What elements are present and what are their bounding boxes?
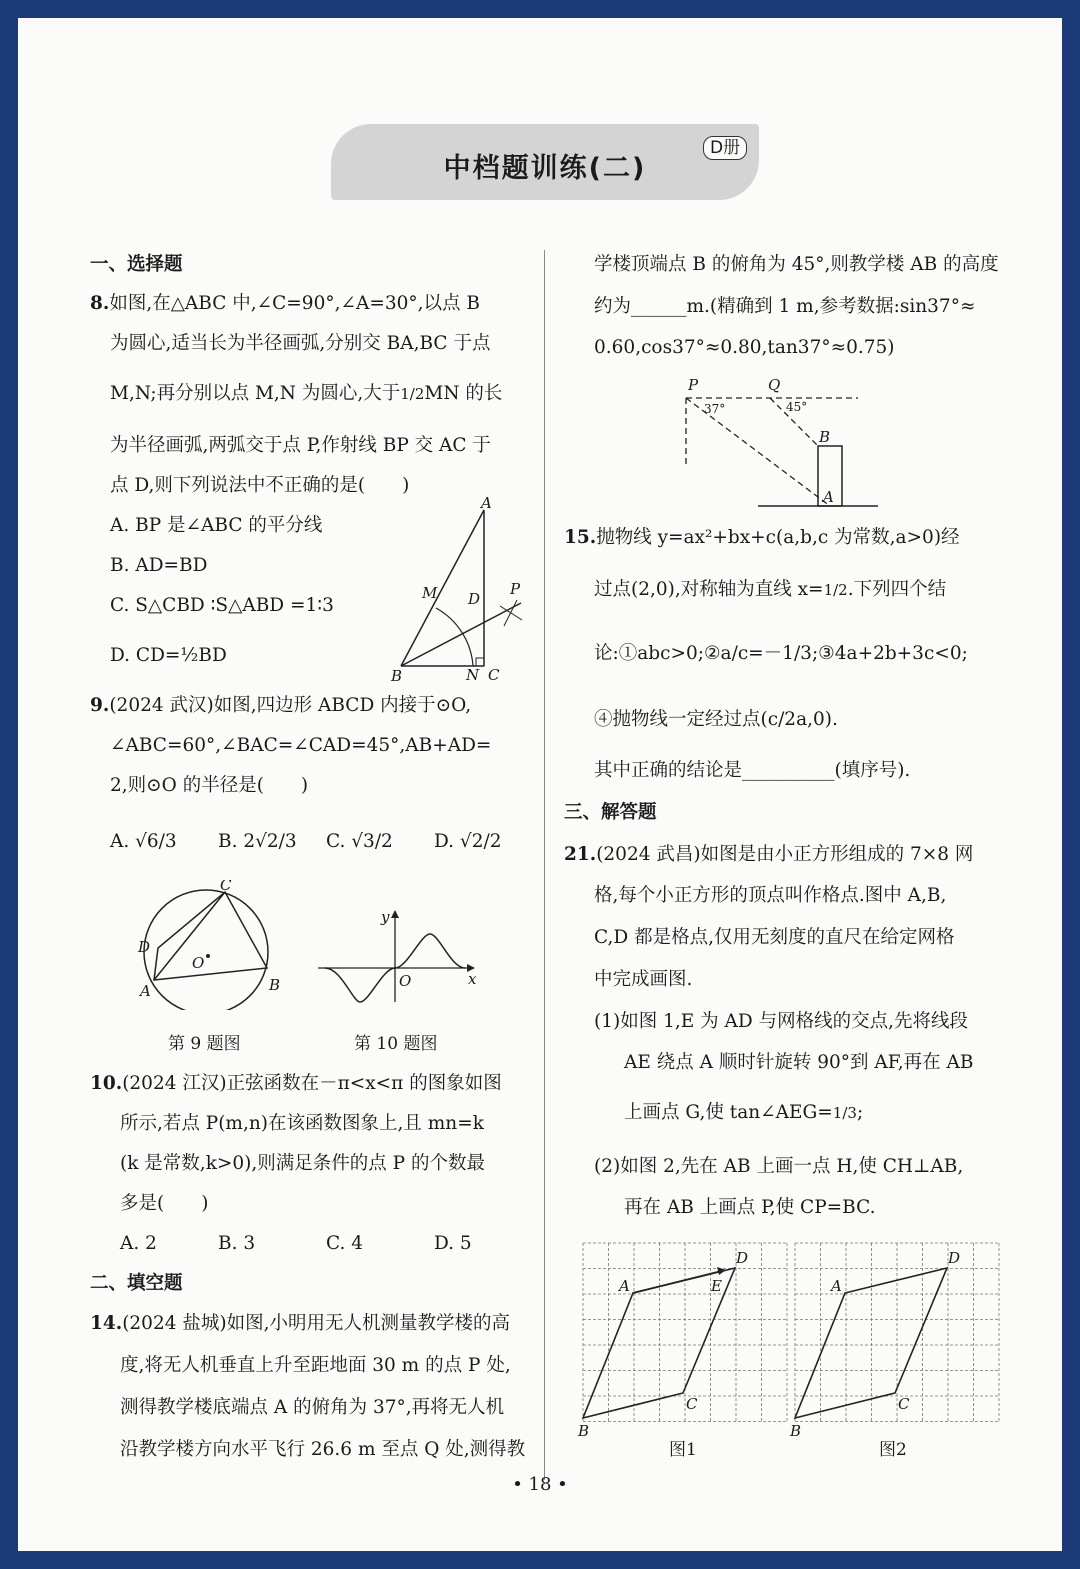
q15-text2b: .下列四个结 <box>847 579 947 600</box>
section-heading-choice: 一、选择题 <box>90 254 183 275</box>
q14-line4: 沿教学楼方向水平飞行 26.6 m 至点 Q 处,测得教 <box>120 1439 526 1460</box>
q8-fraction: 1/2 <box>400 385 425 403</box>
volume-badge: D册 <box>703 136 747 160</box>
q9-option-b: B. 2√2/3 <box>218 831 297 852</box>
q9-text1: (2024 武汉)如图,四边形 ABCD 内接于⊙O, <box>109 695 472 716</box>
q10-line4: 多是( ) <box>120 1193 209 1214</box>
q8-text3a: M,N;再分别以点 M,N 为圆心,大于 <box>110 383 401 404</box>
q21-line2: 格,每个小正方形的顶点叫作格点.图中 A,B, <box>594 885 947 906</box>
q14-text1: (2024 盐城)如图,小明用无人机测量教学楼的高 <box>122 1313 510 1334</box>
q8-label-c: C <box>488 666 500 684</box>
q10-option-c: C. 4 <box>326 1233 364 1254</box>
q10-figure-caption: 第 10 题图 <box>354 1034 438 1054</box>
q10-line1 <box>90 1072 502 1096</box>
q21-text1: (2024 武昌)如图是由小正方形组成的 7×8 网 <box>596 844 974 865</box>
q10-label-o: O <box>399 972 412 990</box>
q8-text3b: MN 的长 <box>424 383 503 404</box>
q8-label-a: A <box>481 496 492 512</box>
q9-option-a: A. √6/3 <box>110 831 177 852</box>
q14-label-a: A <box>823 488 834 506</box>
q9-label-a: A <box>140 982 151 1000</box>
q14-line6: 约为______m.(精确到 1 m,参考数据:sin37°≈ <box>594 296 976 317</box>
q9-circle-figure <box>128 880 288 1010</box>
q10-text1: (2024 江汉)正弦函数在－π<x<π 的图象如图 <box>122 1073 502 1094</box>
q8-line4: 为半径画弧,两弧交于点 P,作射线 BP 交 AC 于 <box>110 435 491 456</box>
q14-line5: 学楼顶端点 B 的俯角为 45°,则教学楼 AB 的高度 <box>594 254 999 275</box>
q14-label-q: Q <box>768 378 781 394</box>
fig2-label-d: D <box>948 1249 961 1267</box>
q21-part1-line2: AE 绕点 A 顺时针旋转 90°到 AF,再在 AB <box>624 1052 974 1073</box>
q9-option-c: C. √3/2 <box>326 831 393 852</box>
q15-line2 <box>594 578 946 602</box>
fig1-label-d: D <box>736 1249 749 1267</box>
q15-line1 <box>564 526 960 550</box>
q15-number: 15. <box>564 527 597 548</box>
section-heading-fill: 二、填空题 <box>90 1273 183 1294</box>
q21-grid-figure-1 <box>573 1233 793 1453</box>
q9-figure-caption: 第 9 题图 <box>168 1034 241 1054</box>
column-divider <box>544 250 545 1480</box>
page-sheet <box>18 18 1062 1551</box>
q8-line5: 点 D,则下列说法中不正确的是( ) <box>110 475 410 496</box>
q14-line3: 测得教学楼底端点 A 的俯角为 37°,再将无人机 <box>120 1397 505 1418</box>
q15-line3: 论:①abc>0;②a/c=－1/3;③4a+2b+3c<0; <box>594 643 968 664</box>
fig1-label-e: E <box>711 1277 722 1295</box>
fig2-label-b: B <box>790 1422 802 1440</box>
q21-text-semicolon: ; <box>856 1102 864 1123</box>
q10-line2: 所示,若点 P(m,n)在该函数图象上,且 mn=k <box>120 1113 484 1134</box>
q8-label-m: M <box>422 584 438 602</box>
fig2-label-c: C <box>898 1395 910 1413</box>
q10-label-y: y <box>381 908 390 926</box>
q8-label-b: B <box>391 667 403 685</box>
fig1-label-c: C <box>686 1395 698 1413</box>
q21-part1-line3 <box>624 1101 863 1125</box>
q21-line4: 中完成画图. <box>594 969 693 990</box>
q10-label-x: x <box>468 970 477 988</box>
q10-number: 10. <box>90 1073 123 1094</box>
grid-lines-2 <box>795 1243 999 1422</box>
q21-text-tan: 上画点 G,使 tan∠AEG= <box>624 1102 833 1123</box>
q15-text2a: 过点(2,0),对称轴为直线 x= <box>594 579 824 600</box>
q21-number: 21. <box>564 844 597 865</box>
q21-grid-figure-2 <box>785 1233 1005 1453</box>
q21-fraction: 1/3 <box>832 1104 857 1122</box>
q10-option-a: A. 2 <box>120 1233 157 1254</box>
q21-line1 <box>564 843 973 867</box>
q8-number: 8. <box>90 293 110 314</box>
q8-line3 <box>110 382 502 406</box>
q15-line4: ④抛物线一定经过点(c/2a,0). <box>594 709 838 730</box>
fig2-label-a: A <box>831 1277 842 1295</box>
q9-label-c: C <box>220 880 232 894</box>
page-number: • 18 • <box>512 1474 568 1495</box>
q15-text1: 抛物线 y=ax²+bx+c(a,b,c 为常数,a>0)经 <box>596 527 960 548</box>
q14-line7: 0.60,cos37°≈0.80,tan37°≈0.75) <box>594 337 895 358</box>
q9-line1 <box>90 694 471 718</box>
q8-text1: 如图,在△ABC 中,∠C=90°,∠A=30°,以点 B <box>109 293 480 314</box>
q14-angle-37: 37° <box>704 402 726 416</box>
fig1-label-b: B <box>578 1422 590 1440</box>
q10-option-d: D. 5 <box>434 1233 472 1254</box>
q15-line5: 其中正确的结论是__________(填序号). <box>594 760 911 781</box>
q8-triangle-figure <box>386 496 536 686</box>
q9-option-d: D. √2/2 <box>434 831 502 852</box>
q15-fraction: 1/2 <box>823 581 848 599</box>
q14-number: 14. <box>90 1313 123 1334</box>
q9-number: 9. <box>90 695 110 716</box>
q21-line3: C,D 都是格点,仅用无刻度的直尺在给定网格 <box>594 927 955 948</box>
q8-option-a: A. BP 是∠ABC 的平分线 <box>110 515 323 536</box>
q8-line2: 为圆心,适当长为半径画弧,分别交 BA,BC 于点 <box>110 333 491 354</box>
q9-label-o: O <box>192 954 205 972</box>
section-heading-solve: 三、解答题 <box>564 802 657 823</box>
q14-label-b: B <box>819 428 831 446</box>
q8-option-c: C. S△CBD ∶S△ABD =1∶3 <box>110 595 334 616</box>
q8-option-d: D. CD=½BD <box>110 645 227 666</box>
q21-part2-line1: (2)如图 2,先在 AB 上画一点 H,使 CH⊥AB, <box>594 1156 964 1177</box>
q9-label-d: D <box>138 938 151 956</box>
q21-part1-line1: (1)如图 1,E 为 AD 与网格线的交点,先将线段 <box>594 1011 968 1032</box>
q10-line3: (k 是常数,k>0),则满足条件的点 P 的个数最 <box>120 1153 485 1174</box>
page-title: 中档题训练(二) <box>443 153 647 184</box>
q21-figure-2-caption: 图2 <box>879 1440 907 1460</box>
q9-label-b: B <box>269 976 281 994</box>
fig1-label-a: A <box>619 1277 630 1295</box>
q14-angle-45: 45° <box>786 400 808 414</box>
grid-lines-1 <box>583 1243 787 1422</box>
q9-line2: ∠ABC=60°,∠BAC=∠CAD=45°,AB+AD= <box>110 735 492 756</box>
q14-line1 <box>90 1312 510 1336</box>
q8-option-b: B. AD=BD <box>110 555 208 576</box>
q8-label-d: D <box>468 590 481 608</box>
q10-sine-figure <box>313 906 483 1006</box>
q14-drone-figure <box>668 378 888 513</box>
q21-part2-line2: 再在 AB 上画点 P,使 CP=BC. <box>624 1197 876 1218</box>
q8-label-n: N <box>466 666 480 684</box>
q21-figure-1-caption: 图1 <box>669 1440 697 1460</box>
q14-line2: 度,将无人机垂直上升至距地面 30 m 的点 P 处, <box>120 1355 511 1376</box>
q9-line3: 2,则⊙O 的半径是( ) <box>110 775 309 796</box>
q14-label-p: P <box>688 378 699 394</box>
q10-option-b: B. 3 <box>218 1233 256 1254</box>
q8-line1 <box>90 292 480 316</box>
q8-label-p: P <box>510 580 521 598</box>
